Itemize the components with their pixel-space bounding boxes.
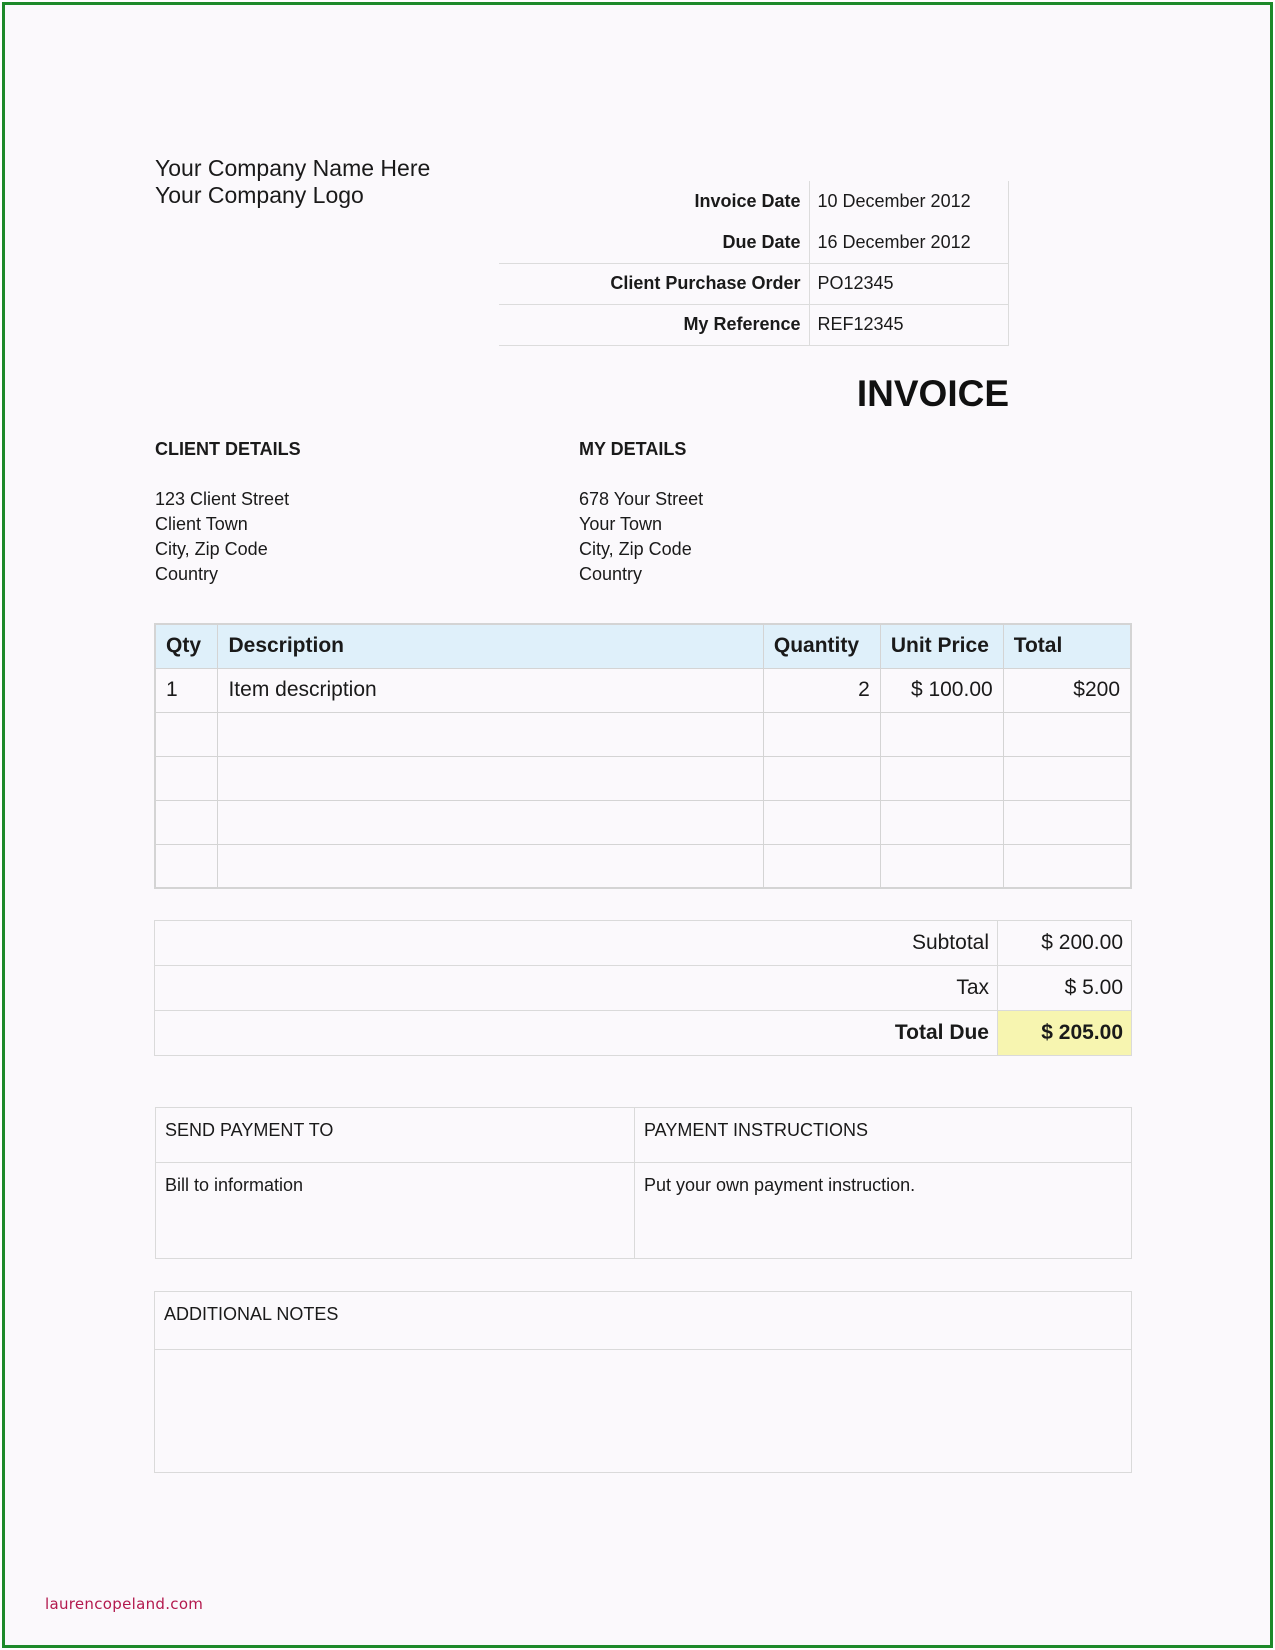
additional-notes-box: [154, 1291, 1132, 1473]
column-header-description: Description: [218, 624, 763, 668]
meta-row-reference: [499, 304, 1009, 345]
client-address-line: Client Town: [155, 514, 248, 534]
invoice-title: INVOICE: [856, 373, 1009, 414]
cell-unit-price: $ 100.00: [880, 668, 1003, 712]
cell-unit-price: [880, 800, 1003, 844]
meta-row-invoice-date: [499, 181, 1009, 222]
table-row: [155, 844, 1131, 888]
cell-description: [218, 800, 763, 844]
my-address: [579, 487, 703, 587]
bill-to-information: Bill to information: [156, 1163, 635, 1259]
cell-description: [218, 844, 763, 888]
cell-quantity: [763, 756, 880, 800]
my-address-line: 678 Your Street: [579, 489, 704, 509]
client-address-line: Country: [155, 564, 219, 584]
total-due-row: [155, 1011, 1132, 1056]
cell-description: [218, 712, 763, 756]
client-details-heading: CLIENT DETAILS: [155, 439, 301, 459]
meta-row-purchase-order: [499, 263, 1009, 304]
my-address-line: City, Zip Code: [579, 539, 692, 559]
meta-label: Client Purchase Order: [499, 263, 809, 304]
cell-qty: [155, 756, 218, 800]
cell-total: [1003, 756, 1131, 800]
cell-qty: [155, 712, 218, 756]
my-address-line: Your Town: [579, 514, 663, 534]
payment-body-row: [156, 1163, 1132, 1259]
invoice-meta-table: [499, 181, 1009, 346]
additional-notes-heading: ADDITIONAL NOTES: [155, 1292, 1131, 1350]
payment-header-row: [156, 1108, 1132, 1163]
company-logo-placeholder: Your Company Logo: [155, 182, 364, 208]
payment-instructions-heading: PAYMENT INSTRUCTIONS: [635, 1108, 1132, 1163]
column-header-total: Total: [1003, 624, 1131, 668]
total-due-label: Total Due: [155, 1011, 998, 1056]
meta-value: REF12345: [809, 304, 1009, 345]
cell-quantity: 2: [763, 668, 880, 712]
meta-value: 16 December 2012: [809, 222, 1009, 263]
subtotal-value: $ 200.00: [998, 921, 1132, 966]
cell-description: Item description: [218, 668, 763, 712]
tax-value: $ 5.00: [998, 966, 1132, 1011]
company-name: Your Company Name Here: [155, 155, 431, 181]
meta-label: Invoice Date: [694, 191, 801, 211]
cell-qty: 1: [155, 668, 218, 712]
payment-instructions-text: Put your own payment instruction.: [635, 1163, 1132, 1259]
column-header-qty: Qty: [155, 624, 218, 668]
table-row: [155, 712, 1131, 756]
send-payment-heading: SEND PAYMENT TO: [156, 1108, 635, 1163]
meta-value: 10 December 2012: [809, 181, 1009, 222]
totals-table: [154, 920, 1132, 1056]
meta-value: PO12345: [809, 263, 1009, 304]
cell-total: [1003, 800, 1131, 844]
subtotal-label: Subtotal: [155, 921, 998, 966]
my-details-heading: MY DETAILS: [579, 439, 687, 459]
table-row: [155, 756, 1131, 800]
client-address: [155, 487, 289, 587]
total-due-value: $ 205.00: [998, 1011, 1132, 1056]
cell-unit-price: [880, 756, 1003, 800]
client-address-line: 123 Client Street: [155, 489, 290, 509]
cell-quantity: [763, 844, 880, 888]
column-header-unit-price: Unit Price: [880, 624, 1003, 668]
watermark: laurencopeland.com: [45, 1595, 204, 1613]
cell-quantity: [763, 712, 880, 756]
client-address-line: City, Zip Code: [155, 539, 268, 559]
cell-total: $200: [1003, 668, 1131, 712]
items-header-row: [155, 624, 1131, 668]
cell-description: [218, 756, 763, 800]
tax-row: [155, 966, 1132, 1011]
line-items-table: [154, 623, 1132, 889]
cell-unit-price: [880, 712, 1003, 756]
cell-unit-price: [880, 844, 1003, 888]
cell-qty: [155, 844, 218, 888]
payment-table: [155, 1107, 1132, 1259]
cell-quantity: [763, 800, 880, 844]
tax-label: Tax: [155, 966, 998, 1011]
subtotal-row: [155, 921, 1132, 966]
cell-total: [1003, 712, 1131, 756]
cell-total: [1003, 844, 1131, 888]
my-address-line: Country: [579, 564, 643, 584]
invoice-page: [2, 2, 1273, 1648]
meta-row-due-date: [499, 222, 1009, 263]
column-header-quantity: Quantity: [763, 624, 880, 668]
table-row: [155, 668, 1131, 712]
table-row: [155, 800, 1131, 844]
cell-qty: [155, 800, 218, 844]
meta-label: Due Date: [499, 222, 809, 263]
meta-label: My Reference: [499, 304, 809, 345]
